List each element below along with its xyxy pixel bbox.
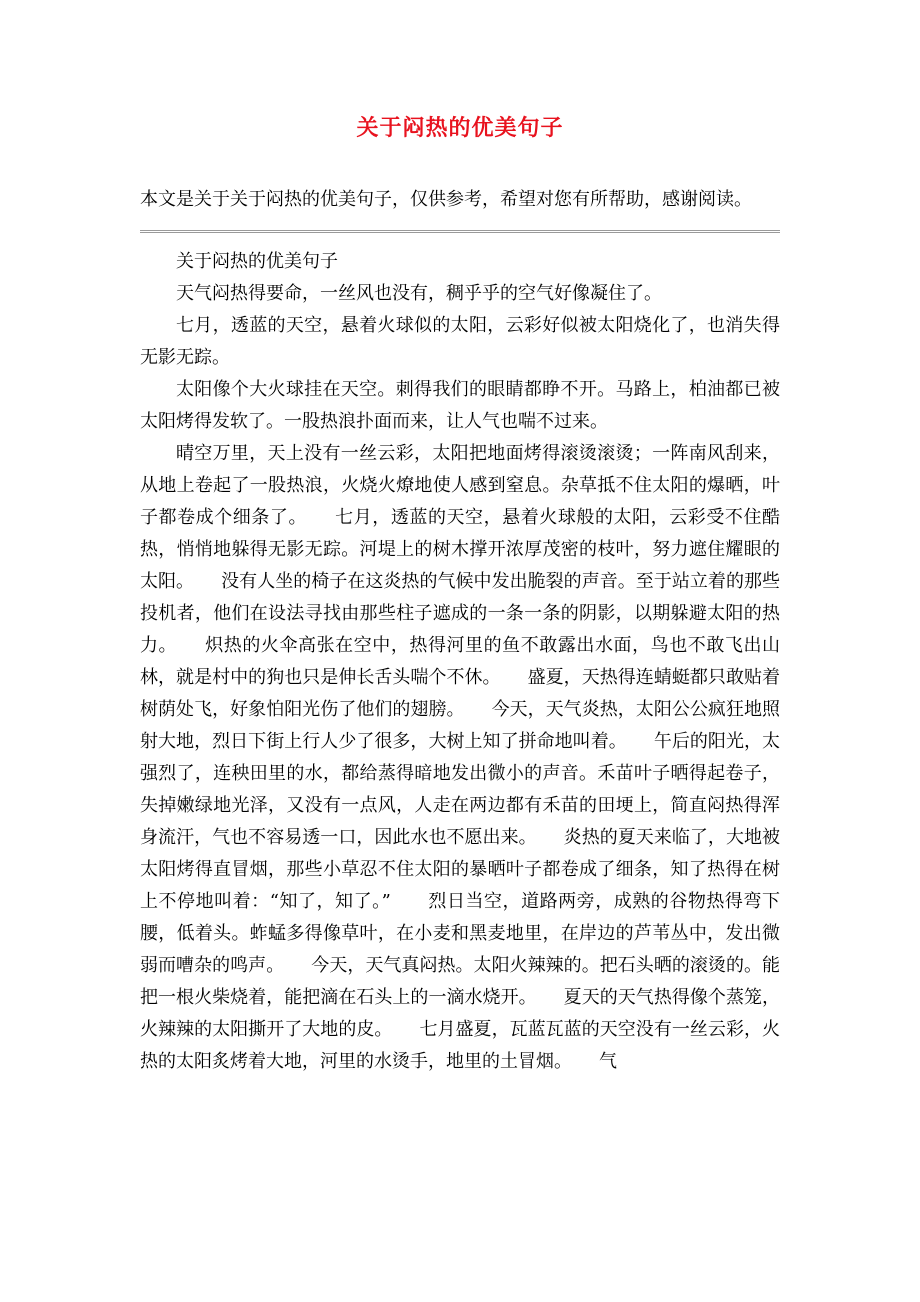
paragraph: 七月，透蓝的天空，悬着火球似的太阳，云彩好似被太阳烧化了，也消失得无影无踪。 [140,315,780,368]
divider-line [140,230,780,233]
paragraph-heading: 关于闷热的优美句子 [176,251,338,272]
intro-text: 本文是关于关于闷热的优美句子，仅供参考，希望对您有所帮助，感谢阅读。 [140,189,752,210]
document-body [140,246,780,1072]
paragraph: 太阳像个大火球挂在天空。刺得我们的眼睛都睁不开。马路上，柏油都已被太阳烤得发软了。一股热浪扑面而来，让人气也喘不过来。 [140,379,780,432]
paragraph: 天气闷热得要命，一丝风也没有，稠乎乎的空气好像凝住了。 [176,283,662,304]
paragraph: 晴空万里，天上没有一丝云彩，太阳把地面烤得滚烫滚烫；一阵南风刮来，从地上卷起了一股热浪，火烧火燎地使人感到窒息。杂草抵不住太阳的爆晒，叶子都卷成个细条了。 七月，透蓝的天空，悬着火球般的太阳，云彩受不住酷热，悄悄地躲得无影无踪。河堤上的树木撑开浓厚茂密的枝叶，努力遮住耀眼的太阳。 没有人坐的椅子在这炎热的气候中发出脆裂的声音。至于站立着的那些投机者，他们在设法寻找由那些柱子遮成的一条一条的阴影，以期躲避太阳的热力。 炽热的火伞高张在空中，热得河里的鱼不敢露出水面，鸟也不敢飞出山林，就是村中的狗也只是伸长舌头喘个不休。 盛夏，天热得连蜻蜓都只敢贴着树荫处飞，好象怕阳光伤了他们的翅膀。 今天，天气炎热，太阳公公疯狂地照射大地，烈日下街上行人少了很多，大树上知了拼命地叫着。 午后的阳光，太强烈了，连秧田里的水，都给蒸得暗地发出微小的声音。禾苗叶子晒得起卷子，失掉嫩绿地光泽，又没有一点风，人走在两边都有禾苗的田埂上，简直闷热得浑身流汗，气也不容易透一口，因此水也不愿出来。 炎热的夏天来临了，大地被太阳烤得直冒烟，那些小草忍不住太阳的暴晒叶子都卷成了细条，知了热得在树上不停地叫着：“知了，知了。” 烈日当空，道路两旁，成熟的谷物热得弯下腰，低着头。蚱蜢多得像草叶，在小麦和黑麦地里，在岸边的芦苇丛中，发出微弱而嘈杂的鸣声。 今天，天气真闷热。太阳火辣辣的。把石头晒的滚烫的。能把一根火柴烧着，能把滴在石头上的一滴水烧开。 夏天的天气热得像个蒸笼，火辣辣的太阳撕开了大地的皮。 七月盛夏，瓦蓝瓦蓝的天空没有一丝云彩，火热的太阳炙烤着大地，河里的水烫手，地里的土冒烟。 气 [140,443,780,1072]
document-title: 关于闷热的优美句子 [356,115,564,141]
document-page [140,110,780,1072]
